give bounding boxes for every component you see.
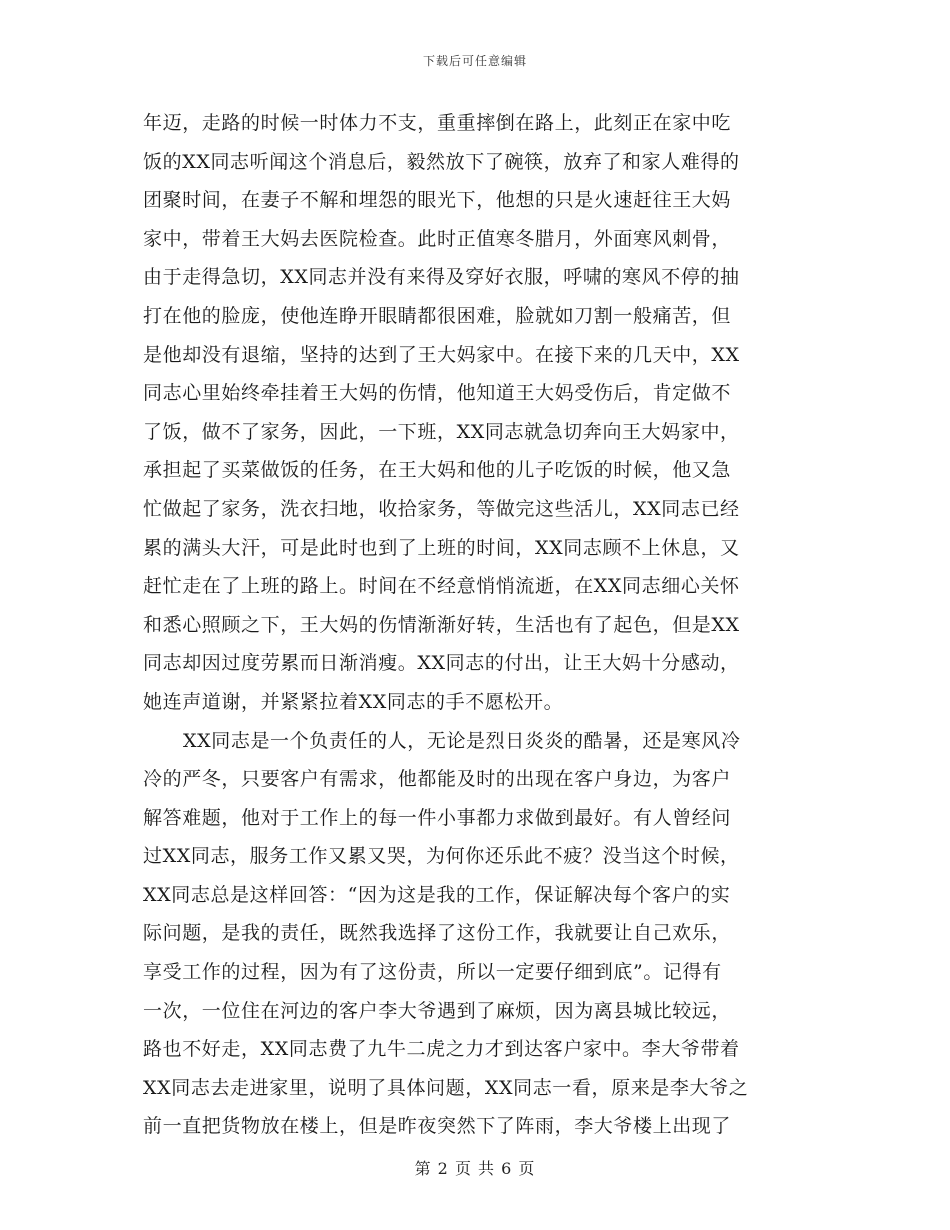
text-line: 过XX同志，服务工作又累又哭，为何你还乐此不疲？没当这个时候，	[143, 845, 740, 868]
text-line: 冷的严冬，只要客户有需求，他都能及时的出现在客户身边，为客户	[143, 768, 732, 791]
document-body	[143, 104, 803, 1146]
text-line: 累的满头大汗，可是此时也到了上班的时间，XX同志顾不上休息，又	[143, 536, 740, 559]
page-header: 下载后可任意编辑	[422, 54, 527, 68]
text-line: 同志却因过度劳累而日渐消瘦。XX同志的付出，让王大妈十分感动，	[143, 652, 740, 675]
text-line: 是他却没有退缩，坚持的达到了王大妈家中。在接下来的几天中，XX	[143, 343, 740, 366]
text-line: 和悉心照顾之下，王大妈的伤情渐渐好转，生活也有了起色，但是XX	[143, 613, 740, 636]
text-line: 承担起了买菜做饭的任务，在王大妈和他的儿子吃饭的时候，他又急	[143, 459, 732, 482]
text-line: 一次，一位住在河边的客户李大爷遇到了麻烦，因为离县城比较远，	[143, 999, 732, 1022]
paragraph-2	[143, 722, 803, 1147]
text-line: 享受工作的过程，因为有了这份责，所以一定要仔细到底”。记得有	[143, 961, 722, 984]
paragraph-1	[143, 104, 803, 722]
text-line: 了饭，做不了家务，因此，一下班，XX同志就急切奔向王大妈家中，	[143, 420, 740, 443]
text-line: 忙做起了家务，洗衣扫地，收拾家务，等做完这些活儿，XX同志已经	[143, 497, 740, 520]
text-line: 她连声道谢，并紧紧拉着XX同志的手不愿松开。	[143, 690, 564, 713]
text-line: 际问题，是我的责任，既然我选择了这份工作，我就要让自己欢乐，	[143, 922, 732, 945]
text-line: XX同志是一个负责任的人，无论是烈日炎炎的酷暑，还是寒风冷	[183, 729, 741, 752]
text-line: 家中，带着王大妈去医院检查。此时正值寒冬腊月，外面寒风刺骨，	[143, 227, 732, 250]
text-line: 路也不好走，XX同志费了九牛二虎之力才到达客户家中。李大爷带着	[143, 1038, 740, 1061]
text-line: 由于走得急切，XX同志并没有来得及穿好衣服，呼啸的寒风不停的抽	[143, 266, 740, 289]
text-line: XX同志总是这样回答：“因为这是我的工作，保证解决每个客户的实	[143, 883, 731, 906]
text-line: 饭的XX同志听闻这个消息后，毅然放下了碗筷，放弃了和家人难得的	[143, 150, 740, 173]
text-line: 同志心里始终牵挂着王大妈的伤情，他知道王大妈受伤后，肯定做不	[143, 382, 732, 405]
page-number-footer: 第 2 页 共 6 页	[414, 1159, 536, 1178]
text-line: XX同志去走进家里，说明了具体问题，XX同志一看，原来是李大爷之	[143, 1076, 749, 1099]
text-line: 团聚时间，在妻子不解和埋怨的眼光下，他想的只是火速赶往王大妈	[143, 189, 732, 212]
text-line: 解答难题，他对于工作上的每一件小事都力求做到最好。有人曾经问	[143, 806, 732, 829]
text-line: 赶忙走在了上班的路上。时间在不经意悄悄流逝，在XX同志细心关怀	[143, 575, 740, 598]
text-line: 年迈，走路的时候一时体力不支，重重摔倒在路上，此刻正在家中吃	[143, 112, 732, 134]
text-line: 前一直把货物放在楼上，但是昨夜突然下了阵雨，李大爷楼上出现了	[143, 1115, 732, 1138]
text-line: 打在他的脸庞，使他连睁开眼睛都很困难，脸就如刀割一般痛苦，但	[143, 304, 732, 327]
